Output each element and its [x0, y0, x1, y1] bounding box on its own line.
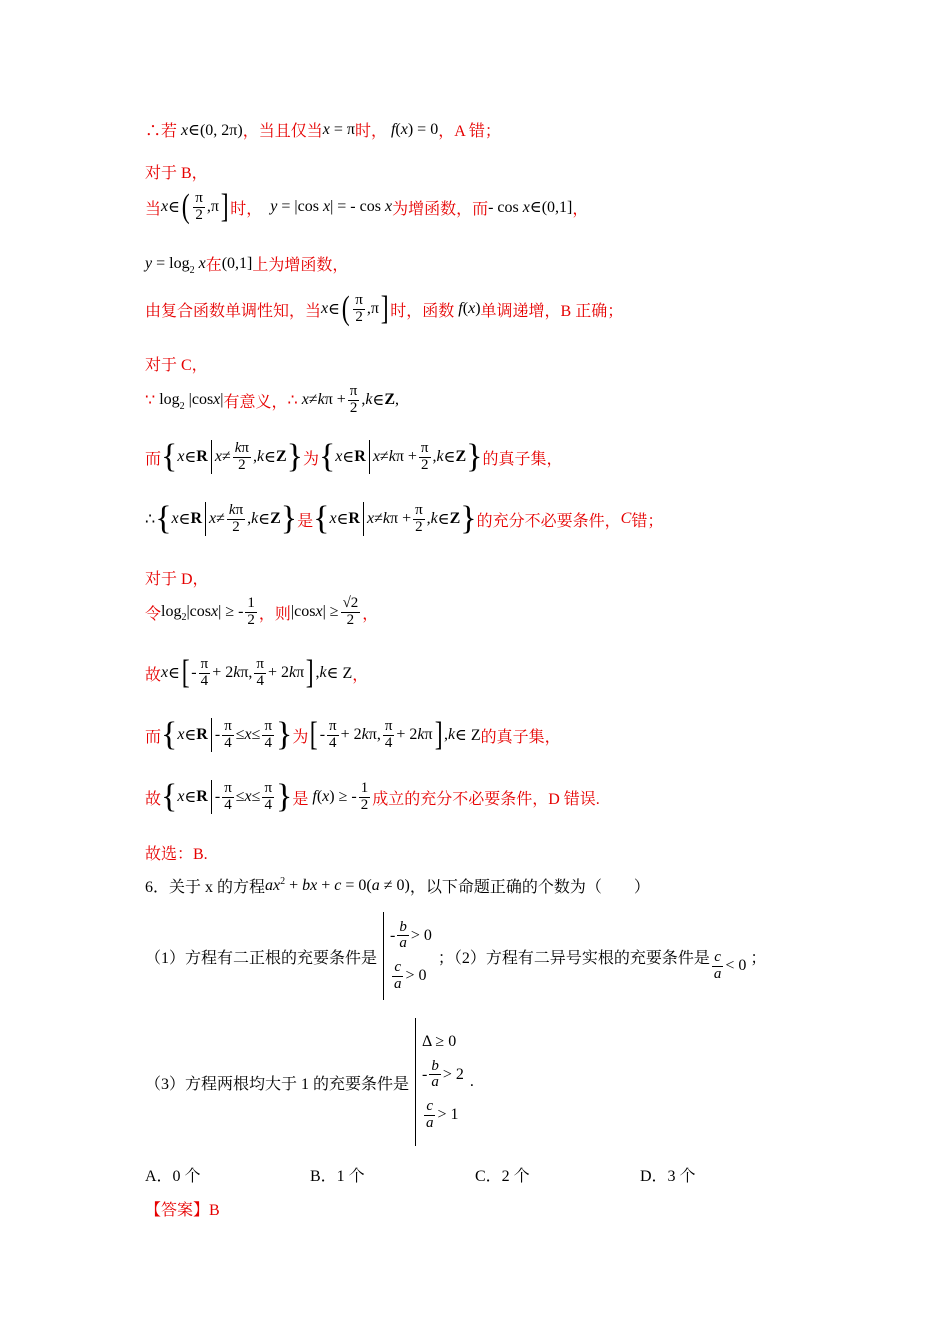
- line-9: ∴ { x ∈ R x ≠ $\frac{k\pi}{2}$ , k ∈ Z } 是 { x ∈ R x ≠ k π + $\frac{\pi}{2}$ , k ∈ Z } 的充分不必要条件， C 错；: [145, 500, 664, 537]
- math-set-kpi-half: { x ∈ R x ≠ $\frac{k\pi}{2}$ , k ∈ Z }: [161, 438, 303, 475]
- line-14: 故 { x ∈ R - $\frac{\pi}{4}$ ≤ x ≤ $\frac{\pi}{4}$ } 是 f ( x ) ≥ - $\frac{1}{2}$ 成立的充分不必要条件，D 错误.: [145, 778, 600, 815]
- math-neg-cos-range: - cos x∈(0,1]: [488, 199, 573, 216]
- line-8: 而 { x ∈ R x ≠ $\frac{k\pi}{2}$ , k ∈ Z } 为 { x ∈ R x ≠ k π + $\frac{\pi}{2}$ , k ∈ Z } 的真子集，: [145, 438, 563, 475]
- math-system-3: Δ ≥ 0 - $\frac{b}{a}$ > 2 $\frac{c}{a}$ > 1: [415, 1018, 464, 1146]
- option-c: C．2 个: [475, 1168, 530, 1185]
- line-5: 由复合函数单调性知，当 x ∈ ( $\frac{\pi}{2}$ ,π ] 时，函数 f(x) 单调递增，B 正确；: [145, 290, 624, 327]
- math-x-eq-pi: x = π: [322, 120, 355, 138]
- math-set-pi4: { x ∈ R - $\frac{\pi}{4}$ ≤ x ≤ $\frac{\pi}{4}$ }: [161, 716, 293, 753]
- math-y-abs-cos: y = |cos x| = - cos x: [270, 198, 393, 215]
- math-x-neq-kpi: x ≠ k π + $\frac{\pi}{2}$ , k ∈ Z ,: [301, 383, 399, 416]
- math-set-kpi-half-2: { x ∈ R x ≠ $\frac{k\pi}{2}$ , k ∈ Z }: [155, 500, 298, 537]
- math-system-1: - $\frac{b}{a}$ > 0 $\frac{c}{a}$ > 0: [383, 912, 432, 1000]
- line-1: ∴若 x∈(0, 2π) ，当且仅当 x = π 时， f(x) = 0 ，A 错；: [145, 120, 501, 140]
- line-7: ∵ $\log_2 |\cos x|$ 有意义， ∴ x ≠ k π + $\frac{\pi}{2}$ , k ∈ Z ,: [145, 383, 399, 416]
- answer: 【答案】B: [145, 1202, 220, 1219]
- math-x-in-0-2pi: x∈(0, 2π): [181, 121, 243, 139]
- math-interval-d: x ∈ [ - $\frac{\pi}{4}$ + 2 k π, $\frac{\pi}{4}$ + 2 k π ] , k ∈ Z: [161, 654, 353, 691]
- line-15: 故选：B.: [145, 846, 208, 863]
- question-part-3: （3）方程两根均大于 1 的充要条件是 Δ ≥ 0 - $\frac{b}{a}$ > 2 $\frac{c}{a}$ > 1 .: [145, 1018, 474, 1146]
- line-12: 故 x ∈ [ - $\frac{\pi}{4}$ + 2 k π, $\frac{\pi}{4}$ + 2 k π ] , k ∈ Z ，: [145, 654, 369, 691]
- math-equation: $ax^2$ + bx + c = 0(a ≠ 0): [265, 875, 410, 894]
- line-10: 对于 D，: [145, 571, 209, 588]
- math-interval-pi2-pi: x ∈ ( $\frac{\pi}{2}$ ,π ]: [161, 188, 229, 225]
- math-set-kpi-plus-2: { x ∈ R x ≠ k π + $\frac{\pi}{2}$ , k ∈ Z }: [313, 500, 477, 537]
- math-log-abs-cos: $\log_2 |\cos x|$: [155, 391, 224, 413]
- math-fx-eq-0: f(x) = 0: [390, 120, 439, 138]
- math-interval-pi2-pi-2: x ∈ ( $\frac{\pi}{2}$ ,π ]: [321, 290, 389, 327]
- math-y-log2-x: $y = \log_2 x$: [145, 254, 206, 276]
- math-set-kpi-plus: { x ∈ R x ≠ k π + $\frac{\pi}{2}$ , k ∈ Z }: [318, 438, 483, 475]
- line-4: $y = \log_2 x$ 在 (0,1] 上为增函数，: [145, 254, 349, 276]
- math-log-ge-half: log 2 |cos x | ≥ - $\frac{1}{2}$: [161, 595, 255, 628]
- math-interval-0-1: (0,1]: [221, 254, 253, 272]
- option-d: D．3 个: [640, 1168, 696, 1185]
- option-a: A．0 个: [145, 1168, 201, 1185]
- math-interval-d-2: [ - $\frac{\pi}{4}$ + 2 k π, $\frac{\pi}{4}$ + 2 k π ] , k ∈ Z: [310, 716, 481, 753]
- line-3: 当 x ∈ ( $\frac{\pi}{2}$ ,π ] 时， y = |cos x| = - cos x 为增函数，而 - cos x∈(0,1] ，: [145, 188, 589, 225]
- line-2: 对于 B，: [145, 165, 208, 182]
- question-stem: 6．关于 x 的方程 $ax^2$ + bx + c = 0(a ≠ 0) ，以下命题正确的个数为（ ）: [145, 875, 650, 896]
- line-11: 令 log 2 |cos x | ≥ - $\frac{1}{2}$ ，则 |cos x | ≥ $\frac{√2}{2}$ ，: [145, 595, 379, 628]
- math-abs-cos-ge-sqrt2: |cos x | ≥ $\frac{√2}{2}$: [290, 595, 359, 628]
- option-b: B．1 个: [310, 1168, 365, 1185]
- math-fx: f(x): [458, 300, 481, 317]
- line-13: 而 { x ∈ R - $\frac{\pi}{4}$ ≤ x ≤ $\frac{\pi}{4}$ } 为 [ - $\frac{\pi}{4}$ + 2 k π, $\frac{\pi}{4}$ + 2 k π ] , k ∈ Z 的真子集，: [145, 716, 561, 753]
- math-c-over-a-lt-0: $\frac{c}{a}$ < 0: [713, 948, 747, 982]
- math-fx-ge-half: f ( x ) ≥ - $\frac{1}{2}$: [312, 779, 369, 813]
- question-part-1-2: （1）方程有二正根的充要条件是 - $\frac{b}{a}$ > 0 $\frac{c}{a}$ > 0 ；（2）方程有二异号实根的充要条件是 $\frac{c}{a}$ < 0 ；: [145, 912, 766, 1000]
- math-set-pi4-2: { x ∈ R - $\frac{\pi}{4}$ ≤ x ≤ $\frac{\pi}{4}$ }: [161, 778, 293, 815]
- line-6: 对于 C，: [145, 357, 208, 374]
